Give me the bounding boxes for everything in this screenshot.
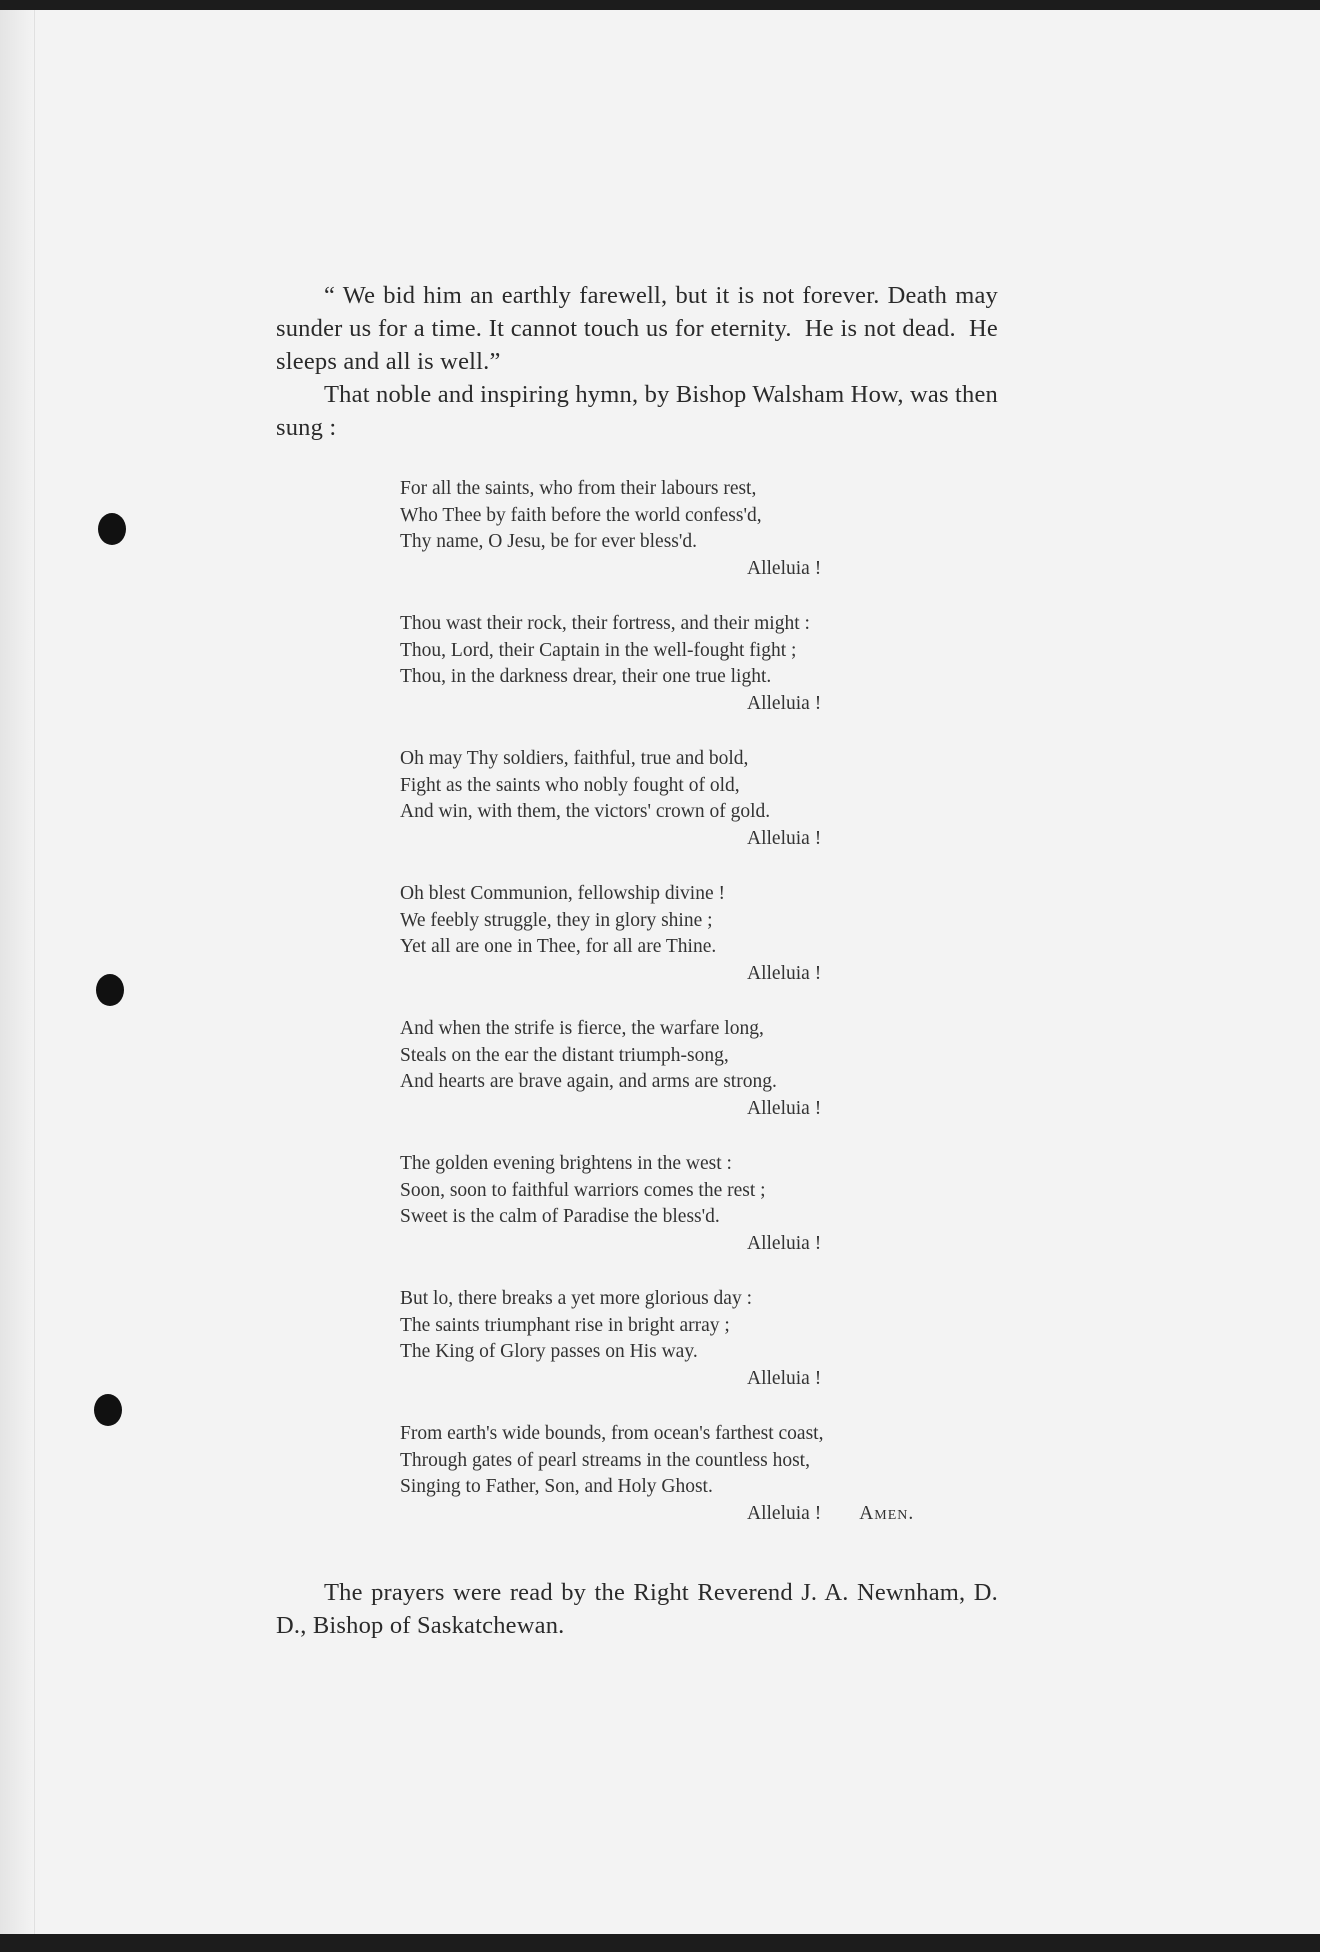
prayers-paragraph: The prayers were read by the Right Reverend J. A. Newnham, D. D., Bishop of Saskatchewan.	[276, 1579, 998, 1639]
hymn-line: Yet all are one in Thee, for all are Thine.	[400, 936, 717, 957]
hymn-line: Oh blest Communion, fellowship divine !	[400, 883, 725, 904]
hymn-refrain	[400, 1231, 960, 1258]
refrain-text: Alleluia !	[747, 692, 822, 714]
hymn-refrain	[400, 556, 960, 583]
hymn-line: Steals on the ear the distant triumph-song,	[400, 1044, 729, 1066]
hymn-block	[400, 476, 960, 1556]
refrain-text: Alleluia !	[747, 827, 822, 849]
refrain-text: Alleluia !	[747, 557, 822, 579]
page-edge	[34, 10, 35, 1934]
hymn-line: We feebly struggle, they in glory shine ;	[400, 909, 713, 931]
hymn-refrain	[400, 1366, 960, 1393]
hymn-line: Sweet is the calm of Paradise the bless'd.	[400, 1206, 720, 1227]
hymn-refrain	[400, 1501, 960, 1528]
refrain-text: Alleluia !	[747, 1502, 822, 1524]
hymn-stanza	[400, 1421, 960, 1527]
punch-hole	[96, 974, 124, 1006]
hymn-line: For all the saints, who from their labours rest,	[400, 478, 757, 499]
refrain-text: Alleluia !	[747, 1232, 822, 1254]
punch-hole	[98, 513, 126, 545]
hymn-line: From earth's wide bounds, from ocean's farthest coast,	[400, 1423, 824, 1444]
hymn-stanza	[400, 881, 960, 987]
hymn-line: The King of Glory passes on His way.	[400, 1341, 698, 1362]
hymn-stanza	[400, 1286, 960, 1392]
hymn-line: Soon, soon to faithful warriors comes the rest ;	[400, 1179, 766, 1201]
refrain-text: Alleluia !	[747, 1097, 822, 1119]
hymn-stanza	[400, 1151, 960, 1257]
hymn-line: Through gates of pearl streams in the countless host,	[400, 1449, 810, 1471]
hymn-line: Thou, Lord, their Captain in the well-fought fight ;	[400, 639, 797, 661]
hymn-stanza	[400, 476, 960, 582]
hymn-line: But lo, there breaks a yet more glorious day :	[400, 1288, 752, 1309]
hymn-refrain	[400, 691, 960, 718]
hymn-line: And win, with them, the victors' crown of gold.	[400, 801, 771, 822]
hymn-refrain	[400, 1096, 960, 1123]
refrain-text: Alleluia !	[747, 962, 822, 984]
intro-text	[276, 279, 998, 444]
hymn-line: Fight as the saints who nobly fought of old,	[400, 774, 740, 796]
hymn-line: Thou, in the darkness drear, their one true light.	[400, 666, 772, 687]
hymn-intro-paragraph: That noble and inspiring hymn, by Bishop Walsham How, was then sung :	[276, 381, 998, 441]
hymn-line: The golden evening brightens in the west :	[400, 1153, 732, 1174]
document-page	[0, 10, 1320, 1934]
hymn-line: Thy name, O Jesu, be for ever bless'd.	[400, 531, 698, 552]
hymn-refrain	[400, 961, 960, 988]
hymn-line: The saints triumphant rise in bright array ;	[400, 1314, 730, 1336]
hymn-line: Oh may Thy soldiers, faithful, true and bold,	[400, 748, 749, 769]
outro-text	[276, 1576, 998, 1642]
amen-text: Amen.	[859, 1502, 915, 1524]
punch-hole	[94, 1394, 122, 1426]
hymn-stanza	[400, 611, 960, 717]
hymn-refrain	[400, 826, 960, 853]
hymn-line: Singing to Father, Son, and Holy Ghost.	[400, 1476, 713, 1497]
hymn-line: And when the strife is fierce, the warfare long,	[400, 1018, 764, 1039]
hymn-line: Thou wast their rock, their fortress, and their might :	[400, 613, 810, 634]
hymn-line: And hearts are brave again, and arms are strong.	[400, 1071, 777, 1092]
page-gutter-shadow	[0, 10, 34, 1934]
hymn-stanza	[400, 746, 960, 852]
hymn-stanza	[400, 1016, 960, 1122]
quote-paragraph: “ We bid him an earthly farewell, but it is not forever. Death may sunder us for a time. It cannot touch us for eternity. He is not dead. He sleeps and all is well.”	[276, 282, 998, 375]
refrain-text: Alleluia !	[747, 1367, 822, 1389]
hymn-line: Who Thee by faith before the world confess'd,	[400, 504, 762, 526]
